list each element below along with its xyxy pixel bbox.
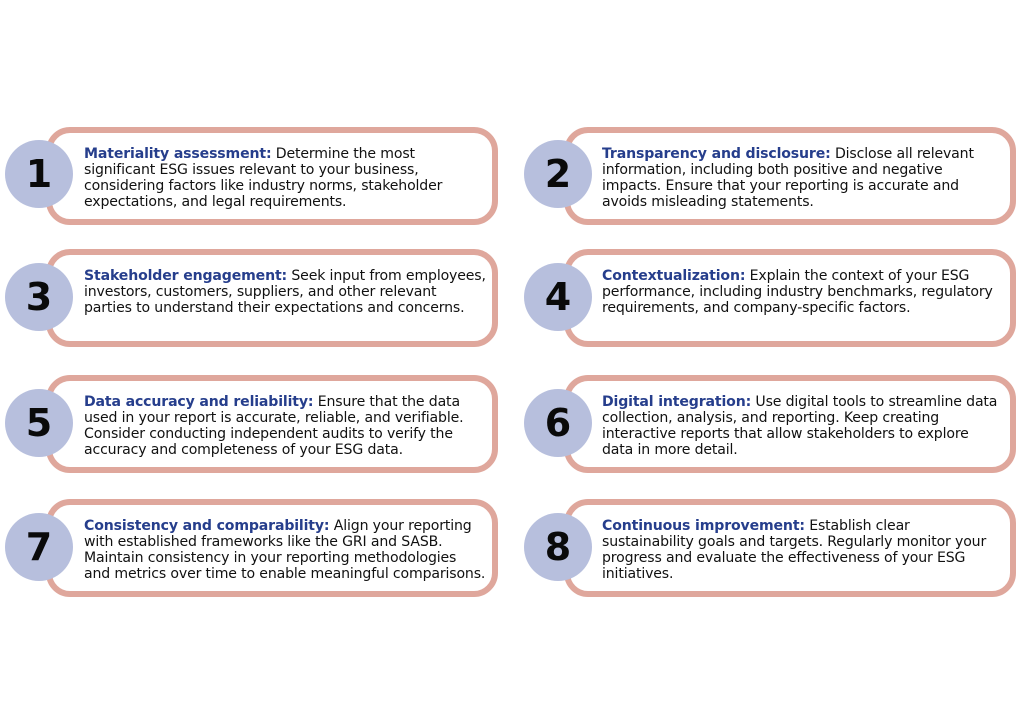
- step-number-badge-2: 2: [524, 140, 592, 208]
- step-title: Stakeholder engagement:: [84, 268, 288, 284]
- step-title: Materiality assessment:: [84, 146, 272, 162]
- step-number-badge-4: 4: [524, 263, 592, 331]
- step-description: Explain the context of your ESG performance, including industry benchmarks, regulatory requirements, and company-specific factors.: [602, 268, 993, 316]
- step-card-text: [84, 268, 486, 316]
- step-card-5: [46, 375, 498, 473]
- step-card-6: [564, 375, 1016, 473]
- step-description: Establish clear sustainability goals and targets. Regularly monitor your progress and evaluate the effectiveness of your ESG initiatives.: [602, 518, 987, 582]
- step-number-badge-3: 3: [5, 263, 73, 331]
- step-title: Consistency and comparability:: [84, 518, 330, 534]
- step-description: Determine the most significant ESG issues relevant to your business, considering factors like industry norms, stakeholder expectations, and legal requirements.: [84, 146, 443, 210]
- step-card-text: [84, 518, 486, 582]
- step-description: Use digital tools to streamline data collection, analysis, and reporting. Keep creating interactive reports that allow stakeholders to explore data in more detail.: [602, 394, 998, 458]
- step-card-text: [602, 268, 1004, 316]
- step-card-3: [46, 249, 498, 347]
- step-number-badge-7: 7: [5, 513, 73, 581]
- step-description: Disclose all relevant information, including both positive and negative impacts. Ensure that your reporting is accurate and avoids misleading statements.: [602, 146, 974, 210]
- step-number-badge-8: 8: [524, 513, 592, 581]
- step-card-text: [602, 394, 1004, 458]
- step-card-8: [564, 499, 1016, 597]
- step-description: Ensure that the data used in your report is accurate, reliable, and verifiable. Consider conducting independent audits to verify the accuracy and completeness of your ESG data.: [84, 394, 464, 458]
- step-card-text: [84, 394, 486, 458]
- step-title: Digital integration:: [602, 394, 752, 410]
- step-card-text: [602, 518, 1004, 582]
- step-title: Data accuracy and reliability:: [84, 394, 314, 410]
- step-description: Seek input from employees, investors, customers, suppliers, and other relevant parties to understand their expectations and concerns.: [84, 268, 486, 316]
- step-number-badge-6: 6: [524, 389, 592, 457]
- step-card-4: [564, 249, 1016, 347]
- step-number-badge-1: 1: [5, 140, 73, 208]
- step-title: Transparency and disclosure:: [602, 146, 831, 162]
- step-description: Align your reporting with established frameworks like the GRI and SASB. Maintain consistency in your reporting methodologies and metrics over time to enable meaningful comparisons.: [84, 518, 486, 582]
- step-card-text: [602, 146, 1004, 210]
- step-number-badge-5: 5: [5, 389, 73, 457]
- step-title: Contextualization:: [602, 268, 746, 284]
- step-card-7: [46, 499, 498, 597]
- step-card-1: [46, 127, 498, 225]
- step-card-2: [564, 127, 1016, 225]
- step-card-text: [84, 146, 486, 210]
- step-title: Continuous improvement:: [602, 518, 805, 534]
